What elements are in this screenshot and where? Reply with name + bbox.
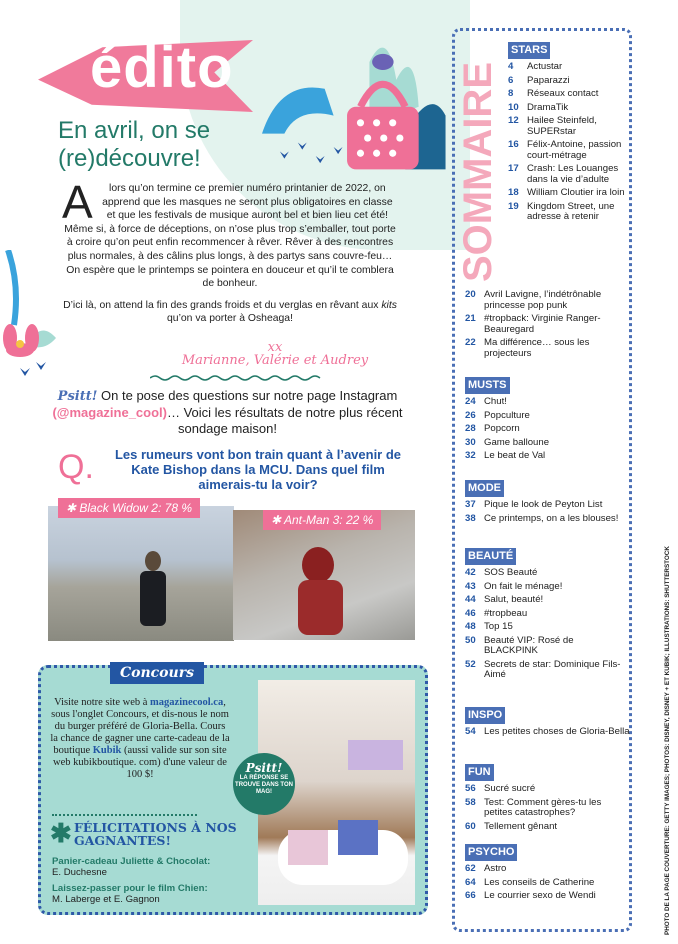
toc-page-number: 64 [465, 876, 476, 888]
toc-item-title: Les petites choses de Gloria-Bella [484, 726, 630, 737]
toc-item-title: Ma différence… sous les projecteurs [484, 337, 590, 359]
toc-item-title: Astro [484, 863, 507, 874]
contest-text-3: (aussi valide sur son site web kubikboutique. com) d'une valeur de 100 $! [53, 745, 227, 780]
q-letter: Q. [58, 448, 94, 486]
toc-item[interactable] [465, 798, 630, 819]
toc-section-header: MUSTS [465, 377, 510, 394]
toc-page-number: 18 [508, 187, 519, 198]
toc-page-number: 21 [465, 313, 476, 324]
wave-divider [150, 374, 325, 382]
toc-section-fun [465, 762, 630, 835]
winner-1-name: E. Duchesne [52, 867, 107, 878]
toc-item[interactable] [465, 568, 630, 579]
toc-item-title: Paparazzi [527, 74, 570, 86]
asterisk-icon: ✱ [50, 819, 72, 849]
toc-item-title: #tropbeau [484, 607, 528, 619]
toc-item-title: Les conseils de Catherine [484, 876, 595, 888]
toc-item[interactable] [465, 314, 630, 335]
toc-page-number: 54 [465, 726, 476, 737]
toc-page-number: 58 [465, 796, 476, 808]
toc-item-title: Le courrier sexo de Wendi [484, 890, 596, 901]
signature-names: Marianne, Valérie et Audrey [181, 353, 369, 368]
drop-cap: A [62, 176, 93, 228]
photo-credits: PHOTO DE LA PAGE COUVERTURE: GETTY IMAGES; PHOTOS: DISNEY, DISNEY + ET KUBIK; ILLUSTRATIONS: SHUTTERSTOCK [664, 546, 671, 935]
toc-page-number: 52 [465, 658, 476, 670]
toc-page-number: 43 [465, 580, 476, 592]
toc-item-title: Popcorn [484, 423, 520, 434]
toc-section-header: BEAUTÉ [465, 548, 516, 565]
toc-page-number: 6 [508, 74, 514, 86]
toc-item[interactable] [508, 140, 626, 161]
contest-text-1: Visite notre site web à [54, 697, 151, 708]
toc-item[interactable] [465, 514, 630, 525]
toc-item-title: Tellement gênant [484, 820, 558, 832]
contest-title: Concours [110, 662, 204, 684]
winner-2-label: Laissez-passer pour le film Chien: [52, 883, 208, 894]
toc-section-header: STARS [508, 42, 550, 59]
poll-option-ant-man: ✱ Ant-Man 3: 22 % [263, 510, 381, 530]
p2-text: D’ici là, on attend la fin des grands froids et du verglas en rêvant aux [63, 299, 382, 311]
toc-item[interactable] [465, 438, 630, 449]
toc-item-title: Chut! [484, 396, 507, 407]
watering-can-illustration [262, 20, 450, 180]
toc-item-title: On fait le ménage! [484, 580, 563, 592]
poll-intro [40, 388, 415, 437]
toc-item-title: Crash: Les Louanges dans la vie d’adulte [527, 163, 619, 185]
toc-item[interactable] [465, 582, 630, 593]
toc-item-title: Félix-Antoine, passion court-métrage [527, 139, 622, 161]
toc-page-number: 24 [465, 396, 476, 407]
toc-page-number: 16 [508, 139, 519, 150]
toc-section-stars [508, 40, 626, 226]
toc-page-number: 32 [465, 450, 476, 461]
toc-item[interactable] [465, 397, 630, 408]
edito-paragraph-2 [62, 299, 398, 326]
toc-section-beauté [465, 546, 630, 684]
toc-item[interactable] [465, 878, 630, 889]
dotted-separator [52, 814, 197, 816]
toc-item[interactable] [465, 636, 630, 657]
toc-item[interactable] [465, 411, 630, 422]
toc-item[interactable] [465, 424, 630, 435]
edito-body [62, 176, 398, 334]
psitt-label: Psitt! [57, 389, 98, 404]
winners-list [52, 856, 252, 905]
sommaire-title: SOMMAIRE [456, 62, 500, 282]
toc-page-number: 10 [508, 101, 519, 113]
toc-page-number: 46 [465, 607, 476, 619]
contest-site-link[interactable]: magazinecool.ca [150, 697, 224, 708]
contest-text-2: , sous l'onglet Concours, et dis-nous le nom du burger préféré de Gloria-Bella. Cours la chance de gagner une carte-cadeau de la boutique [50, 697, 230, 756]
toc-item[interactable] [465, 784, 630, 795]
poll-question [58, 447, 413, 492]
toc-item[interactable] [465, 609, 630, 620]
toc-item[interactable] [465, 891, 630, 902]
toc-page-number: 42 [465, 567, 476, 578]
toc-item-title: SOS Beauté [484, 567, 538, 578]
winner-1-label: Panier-cadeau Juliette & Chocolat: [52, 856, 211, 867]
badge-text: LA RÉPONSE SE TROUVE DANS TON MAG! [235, 775, 293, 795]
psitt-badge [233, 753, 295, 815]
toc-item-title: William Cloutier ira loin [527, 187, 625, 198]
toc-page-number: 38 [465, 512, 476, 524]
toc-item[interactable] [508, 188, 626, 199]
poll-option-black-widow: ✱ Black Widow 2: 78 % [58, 498, 200, 518]
toc-item-title: DramaTik [527, 101, 569, 113]
toc-page-number: 12 [508, 115, 519, 126]
toc-item[interactable] [508, 202, 626, 223]
toc-page-number: 20 [465, 289, 476, 300]
toc-item[interactable] [508, 116, 626, 137]
toc-page-number: 48 [465, 621, 476, 632]
toc-page-number: 44 [465, 594, 476, 605]
toc-page-number: 66 [465, 890, 476, 901]
toc-page-number: 4 [508, 61, 514, 72]
toc-item-title: Kingdom Street, une adresse à retenir [527, 200, 615, 222]
winners-heading [50, 821, 250, 847]
toc-section-psycho [465, 842, 630, 905]
p2-text-end: qu’on va porter à Osheaga! [167, 313, 293, 325]
question-text: Les rumeurs vont bon train quant à l’avenir de Kate Bishop dans la MCU. Dans quel film aimerais-tu la voir? [114, 447, 402, 492]
contest-text [50, 697, 230, 781]
toc-item[interactable] [508, 164, 626, 185]
poll-intro-text-end: … Voici les résultats de notre plus récent sondage maison! [166, 405, 403, 436]
toc-page-number: 22 [465, 337, 476, 348]
toc-item-title: Salut, beauté! [484, 594, 544, 605]
toc-item-title: Actustar [527, 61, 563, 72]
toc-section-stars [465, 290, 630, 362]
toc-section-header: FUN [465, 764, 494, 781]
toc-item-title: Ce printemps, on a les blouses! [484, 512, 619, 524]
toc-item-title: Test: Comment gères-tu les petites catastrophes? [484, 796, 602, 818]
toc-page-number: 56 [465, 783, 476, 794]
black-widow-figure [48, 506, 234, 641]
edito-title: édito [90, 35, 234, 100]
toc-page-number: 62 [465, 863, 476, 874]
signature [175, 341, 375, 367]
kubik-name: Kubik [92, 745, 122, 756]
edito-paragraph-1: lors qu’on termine ce premier numéro printanier de 2022, on apprend que les masques ne seront plus obligatoires en classe et que les festivals de musique auront bel et bien lieu cet été! Même si, à force de déceptions, on n’ose plus trop s’emballer, tout porte à croire qu’on peut enfin recommencer à rêver. Rêver à des rencontres plus normales, à des câlins plus longs, à des partys sans couvre-feu… On espère que le printemps se pointera en douceur et qu’il te comblera de bonheur. [64, 183, 396, 290]
toc-item[interactable] [465, 595, 630, 606]
toc-item[interactable] [465, 727, 630, 738]
toc-section-musts [465, 375, 630, 465]
winners-heading-text: FÉLICITATIONS À NOS GAGNANTES! [74, 820, 237, 848]
toc-item-title: Game balloune [484, 436, 550, 448]
toc-item-title: Avril Lavigne, l’indétrônable princesse pop punk [484, 289, 602, 311]
toc-item-title: Popculture [484, 409, 530, 421]
toc-item[interactable] [508, 62, 626, 73]
toc-item[interactable] [508, 89, 626, 100]
toc-item-title: Le beat de Val [484, 450, 546, 461]
edito-headline: En avril, on se (re)découvre! [58, 117, 211, 172]
toc-item[interactable] [465, 822, 630, 833]
toc-item-title: Sucré sucré [484, 783, 536, 794]
toc-page-number: 19 [508, 200, 519, 212]
toc-item[interactable] [465, 864, 630, 875]
toc-page-number: 30 [465, 436, 476, 448]
badge-title: Psitt! [245, 761, 283, 775]
toc-section-header: MODE [465, 480, 504, 497]
toc-item-title: Hailee Steinfeld, SUPERstar [527, 115, 597, 137]
toc-section-inspo [465, 705, 630, 741]
toc-page-number: 50 [465, 634, 476, 646]
toc-section-header: PSYCHO [465, 844, 517, 861]
toc-page-number: 8 [508, 88, 514, 99]
toc-page-number: 28 [465, 423, 476, 434]
toc-item[interactable] [465, 622, 630, 633]
p2-kits: kits [381, 299, 397, 311]
toc-page-number: 26 [465, 409, 476, 421]
toc-item[interactable] [465, 451, 630, 462]
toc-item[interactable] [465, 338, 630, 359]
toc-item-title: Pique le look de Peyton List [484, 499, 603, 510]
instagram-handle[interactable]: (@magazine_cool) [52, 405, 167, 420]
toc-page-number: 17 [508, 163, 519, 174]
toc-item[interactable] [465, 500, 630, 511]
toc-item-title: Réseaux contact [527, 88, 599, 99]
toc-item-title: Secrets de star: Dominique Fils-Aimé [484, 658, 621, 680]
toc-item[interactable] [465, 660, 630, 681]
toc-section-header: INSPO [465, 707, 505, 724]
signature-xx: xx [267, 340, 283, 355]
toc-section-mode [465, 478, 630, 527]
flower-illustration [0, 250, 58, 380]
toc-item[interactable] [465, 290, 630, 311]
black-widow-photo [48, 506, 234, 641]
toc-page-number: 60 [465, 820, 476, 832]
toc-item[interactable] [508, 103, 626, 114]
winner-2-name: M. Laberge et E. Gagnon [52, 894, 160, 905]
toc-page-number: 37 [465, 499, 476, 510]
toc-item[interactable] [508, 76, 626, 87]
toc-item-title: #tropback: Virginie Ranger-Beauregard [484, 313, 601, 335]
toc-item-title: Top 15 [484, 621, 513, 632]
poll-intro-text: On te pose des questions sur notre page Instagram [97, 388, 398, 403]
toc-item-title: Beauté VIP: Rosé de BLACKPINK [484, 634, 574, 656]
